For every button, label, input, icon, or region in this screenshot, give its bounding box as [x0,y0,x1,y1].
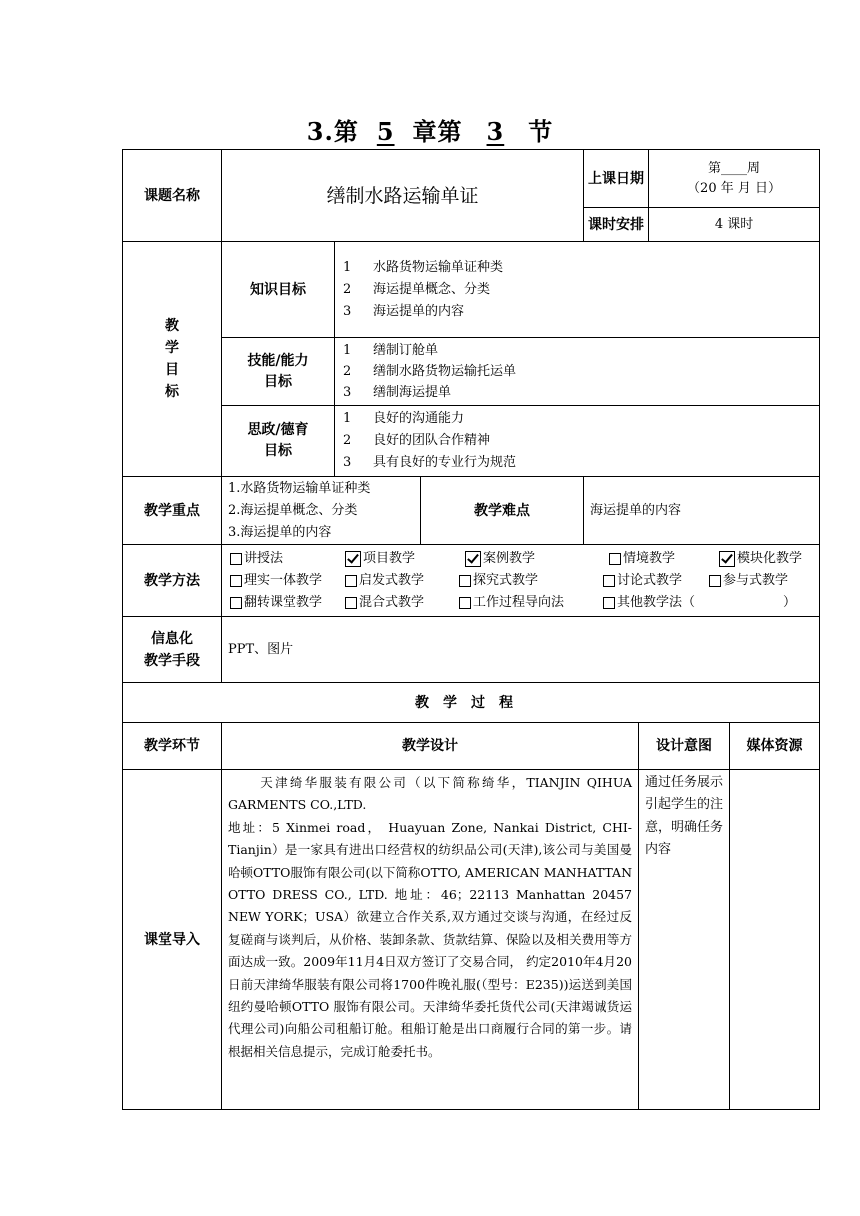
date-label: 上课日期 [584,150,649,208]
list-item: 3 海运提单的内容 [343,303,465,319]
list-item: 1.水路货物运输单证种类 [228,480,371,496]
checkbox-inquiry[interactable] [459,575,471,587]
focus-label: 教学重点 [123,477,222,545]
list-item: 2 缮制水路货物运输托运单 [343,364,517,379]
goals-label: 教 学 目 标 [123,242,222,477]
date-week: 第____周 [708,160,761,176]
checkbox-participatory[interactable] [709,575,721,587]
methods-label: 教学方法 [123,545,222,617]
page-title [0,112,860,147]
checkbox-discussion[interactable] [603,575,615,587]
media-label: 信息化 教学手段 [123,617,222,683]
course-label: 课题名称 [123,150,222,242]
list-item: 3 缮制海运提单 [343,385,452,400]
chapter-number: 5 [376,117,395,146]
moral-goal-list [335,406,820,477]
col-resource: 媒体资源 [730,723,820,770]
col-stage: 教学环节 [123,723,222,770]
section-number: 3 [486,117,505,146]
list-item: 3 具有良好的专业行为规范 [343,455,517,470]
moral-goal-label: 思政/德育 目标 [222,406,335,477]
methods-row: 讲授法 项目教学 案例教学 情境教学 模块化教学 [230,548,811,570]
skill-goal-label: 技能/能力 目标 [222,338,335,406]
checkbox-work-process[interactable] [459,597,471,609]
hours-label: 课时安排 [584,208,649,242]
date-detail: （20 年 月 日） [687,180,781,196]
other-close-paren: ） [783,594,797,610]
skill-goal-list [335,338,820,406]
methods-row: 翻转课堂教学 混合式教学 工作过程导向法 其他教学法（ ） [230,592,811,614]
difficulty-value: 海运提单的内容 [584,477,820,545]
checkbox-heuristic[interactable] [345,575,357,587]
checkbox-lecture[interactable] [230,553,242,565]
lesson-plan-table [122,149,820,1110]
hours-value: 4 课时 [649,208,820,242]
title-middle: 章第 [412,117,463,146]
process-heading: 教学过程 [123,683,820,723]
list-item: 2 海运提单概念、分类 [343,281,491,297]
design-text: 天津绮华服装有限公司（以下简称绮华，TIANJIN QIHUA GARMENTS CO.,LTD. 地址：5 Xinmei road， Huayuan Zone, Nankai District, CHI-Tianjin）是一家具有进出口经营权的纺织品公司(天津),该公司与美国曼哈顿OTTO服饰有限公司(以下简称OTTO, AMERICAN MANHATTAN OTTO DRESS CO., LTD. 地址：46；22113 Manhattan 20457 NEW YORK；USA）欲建立合作关系,双方通过交谈与沟通，在经过反复磋商与谈判后，从价格、装卸条款、货款结算、保险以及相关费用等方面达成一致。2009年11月4日双方签订了交易合同， 约定2010年4月20日前天津绮华服装有限公司将1700件晚礼服(（型号：E235))运送到美国纽约曼哈顿OTTO 服饰有限公司。天津绮华委托货代公司(天津竭诚货运代理公司)向船公司租船订舱。租船订舱是出口商履行合同的第一步。请根据相关信息提示，完成订舱委托书。 [222,770,639,1110]
checkbox-scenario[interactable] [609,553,621,565]
knowledge-goal-label: 知识目标 [222,242,335,338]
date-value [649,150,820,208]
methods-options [222,545,820,617]
stage-intro: 课堂导入 [123,770,222,1110]
resource-cell [730,770,820,1110]
list-item: 1 水路货物运输单证种类 [343,259,504,275]
col-intent: 设计意图 [639,723,730,770]
title-suffix: 节 [528,117,554,146]
checkbox-case[interactable] [465,551,481,567]
checkbox-project[interactable] [345,551,361,567]
methods-row: 理实一体教学 启发式教学 探究式教学 讨论式教学 参与式教学 [230,570,811,592]
title-prefix: 3.第 [306,117,359,146]
difficulty-label: 教学难点 [421,477,584,545]
list-item: 1 缮制订舱单 [343,343,439,358]
course-name: 缮制水路运输单证 [222,150,584,242]
focus-list [222,477,421,545]
checkbox-other[interactable] [603,597,615,609]
knowledge-goal-list [335,242,820,338]
intent-text: 通过任务展示引起学生的注意，明确任务内容 [639,770,730,1110]
checkbox-integrated[interactable] [230,575,242,587]
list-item: 2 良好的团队合作精神 [343,433,491,448]
media-value: PPT、图片 [222,617,820,683]
list-item: 1 良好的沟通能力 [343,411,465,426]
col-design: 教学设计 [222,723,639,770]
checkbox-blended[interactable] [345,597,357,609]
checkbox-flipped[interactable] [230,597,242,609]
checkbox-modular[interactable] [719,551,735,567]
list-item: 2.海运提单概念、分类 [228,502,358,518]
list-item: 3.海运提单的内容 [228,524,332,540]
